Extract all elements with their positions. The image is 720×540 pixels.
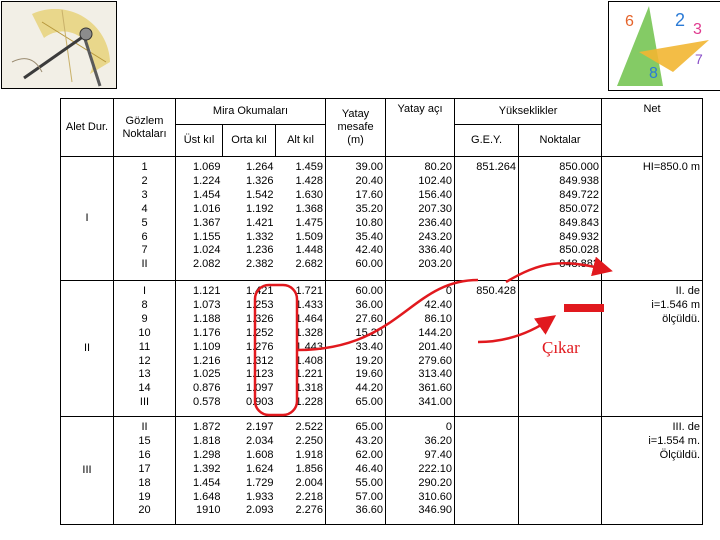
ust-kil-values: 1.069 1.224 1.454 1.016 1.367 1.155 1.024 2.082	[176, 157, 223, 281]
yatay-mesafe-values: 39.00 20.40 17.60 35.20 10.80 35.40 42.40 60.00	[326, 157, 386, 281]
cikar-label: Çıkar	[542, 338, 580, 357]
header-net: Net	[602, 99, 703, 157]
ust-kil-values: 1.872 1.818 1.298 1.392 1.454 1.648 1910	[176, 417, 223, 525]
yatay-aci-values: 0 36.20 97.40 222.10 290.20 310.60 346.90	[386, 417, 455, 525]
level-survey-table	[60, 98, 703, 525]
noktalar-values	[519, 417, 602, 525]
alt-kil-values: 1.459 1.428 1.630 1.368 1.475 1.509 1.448 2.682	[276, 157, 326, 281]
alt-kil-values: 2.522 2.250 1.918 1.856 2.004 2.218 2.276	[276, 417, 326, 525]
header-gey: G.E.Y.	[455, 125, 519, 157]
svg-text:2: 2	[675, 10, 686, 30]
point-ids: I 8 9 10 11 12 13 14 III	[114, 281, 176, 417]
header-yukseklikler: Yükseklikler	[455, 99, 602, 125]
station-label: III	[61, 417, 114, 525]
station-label: I	[61, 157, 114, 281]
gey-value: 850.428	[455, 281, 519, 417]
header-yatay-mesafe: Yatay mesafe (m)	[326, 99, 386, 157]
point-ids: 1 2 3 4 5 6 7 II	[114, 157, 176, 281]
station-label: II	[61, 281, 114, 417]
header-alet: Alet Dur.	[61, 99, 114, 157]
orta-kil-values: 1.421 1.253 1.326 1.252 1.276 1.312 1.123 1.097 0.903	[223, 281, 276, 417]
orta-kil-values: 1.264 1.326 1.542 1.192 1.421 1.332 1.236 2.382	[223, 157, 276, 281]
yatay-aci-values: 80.20 102.40 156.40 207.30 236.40 243.20 336.40 203.20	[386, 157, 455, 281]
yatay-mesafe-values: 65.00 43.20 62.00 46.40 55.00 57.00 36.60	[326, 417, 386, 525]
net-note: HI=850.0 m	[602, 157, 703, 281]
svg-text:7: 7	[695, 51, 703, 67]
svg-text:3: 3	[693, 21, 702, 38]
gey-value	[455, 417, 519, 525]
net-note: III. de i=1.554 m. Ölçüldü.	[602, 417, 703, 525]
svg-text:8: 8	[649, 65, 658, 82]
header-mira: Mira Okumaları	[176, 99, 326, 125]
yatay-aci-values: 0 42.40 86.10 144.20 201.40 279.60 313.40 361.60 341.00	[386, 281, 455, 417]
header-ust: Üst kıl	[176, 125, 223, 157]
alt-kil-values: 1.721 1.433 1.464 1.328 1.443 1.408 1.221 1.318 1.228	[276, 281, 326, 417]
orta-kil-values: 2.197 2.034 1.608 1.624 1.729 1.933 2.093	[223, 417, 276, 525]
point-ids: II 15 16 17 18 19 20	[114, 417, 176, 525]
ust-kil-values: 1.121 1.073 1.188 1.176 1.109 1.216 1.025 0.876 0.578	[176, 281, 223, 417]
header-noktalar: Noktalar	[519, 125, 602, 157]
net-note: II. de i=1.546 m ölçüldü.	[602, 281, 703, 417]
gey-value: 851.264	[455, 157, 519, 281]
logo-compass-protractor	[1, 1, 117, 89]
noktalar-values: 850.000 849.938 849.722 850.072 849.843 849.932 850.028 848.882	[519, 157, 602, 281]
header-gozlem: Gözlem Noktaları	[114, 99, 176, 157]
header-yatay-aci: Yatay açı	[386, 99, 455, 157]
svg-text:6: 6	[625, 13, 634, 30]
yatay-mesafe-values: 60.00 36.00 27.60 15.20 33.40 19.20 19.60 44.20 65.00	[326, 281, 386, 417]
logo-math-symbols	[608, 1, 720, 91]
header-alt: Alt kıl	[276, 125, 326, 157]
header-orta: Orta kıl	[223, 125, 276, 157]
